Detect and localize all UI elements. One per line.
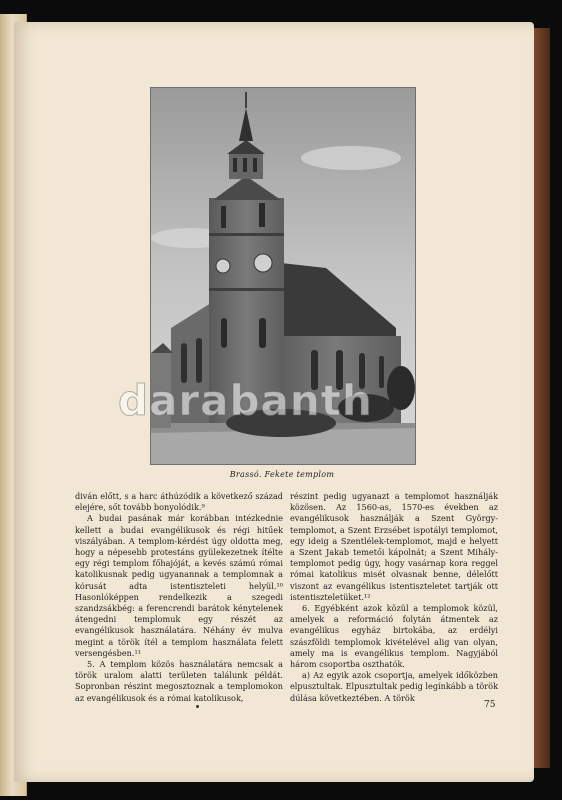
paragraph: diván előtt, s a harc áthúzódik a következő század elejére, sőt tovább bonyolódik.⁹ xyxy=(75,491,283,513)
book-cover-edge xyxy=(534,28,550,768)
watermark: darabanth xyxy=(118,376,373,425)
paragraph: részint pedig ugyanazt a templomot használják közösen. Az 1560-as, 1570-es években az evangélikusok használják a Szent György-templomot, a Szent Erzsébet ispotályi templomot, egy ideig a Szentlélek-templomot, majd e helyett a Szent Jakab temetői kápolnát; a Szent Mihály-templomot pedig úgy, hogy vasárnap kora reggel római katolikus misét olvasnak benne, délelőtt viszont az evangélikus istentiszteletet tartják ott istentiszteletüket.¹² xyxy=(290,491,498,602)
page-mark xyxy=(196,705,199,708)
page-number: 75 xyxy=(484,700,496,710)
photo-caption: Brassó. Fekete templom xyxy=(229,470,335,479)
paragraph: a) Az egyik azok csoportja, amelyek időközben elpusztultak. Elpusztultak pedig legínkább a török dúlása következtében. A török xyxy=(290,670,498,703)
text-column-left xyxy=(75,491,283,704)
paragraph: 5. A templom közös használatára nemcsak a török uralom alatti területen találunk példát. Sopronban részint megosztoznak a templomokon az evangélikusok és a római katolikusok, xyxy=(75,659,283,703)
paragraph: 6. Egyébként azok közül a templomok közül, amelyek a reformáció folytán átmentek az evangélikus egyház birtokába, az erdélyi szászföldi templomok kivételével alig van olyan, amely ma is evangélikus templom. Nagyjából három csoportba oszthatók. xyxy=(290,603,498,670)
paragraph: A budai pasának már korábban intézkednie kellett a budai evangélikusok és régi hitűek viszályában. A templom-kérdést úgy oldotta meg, hogy a népesebb protestáns gyülekezetnek ítélte egy régi templom főhajóját, a kevés számú római katolikusnak pedig ugyanannak a templomnak a kórusát adta istentiszteleti helyül.¹⁰ Hasonlóképpen rendelkezik a szegedi szandzsákbég: a ferencrendi barátok kénytelenek átengedni templomuk egy részét az evangélikusok használatára. Néhány év mulva megint a török ítél a templom használata felett versengésben.¹¹ xyxy=(75,513,283,658)
text-column-right xyxy=(290,491,498,704)
